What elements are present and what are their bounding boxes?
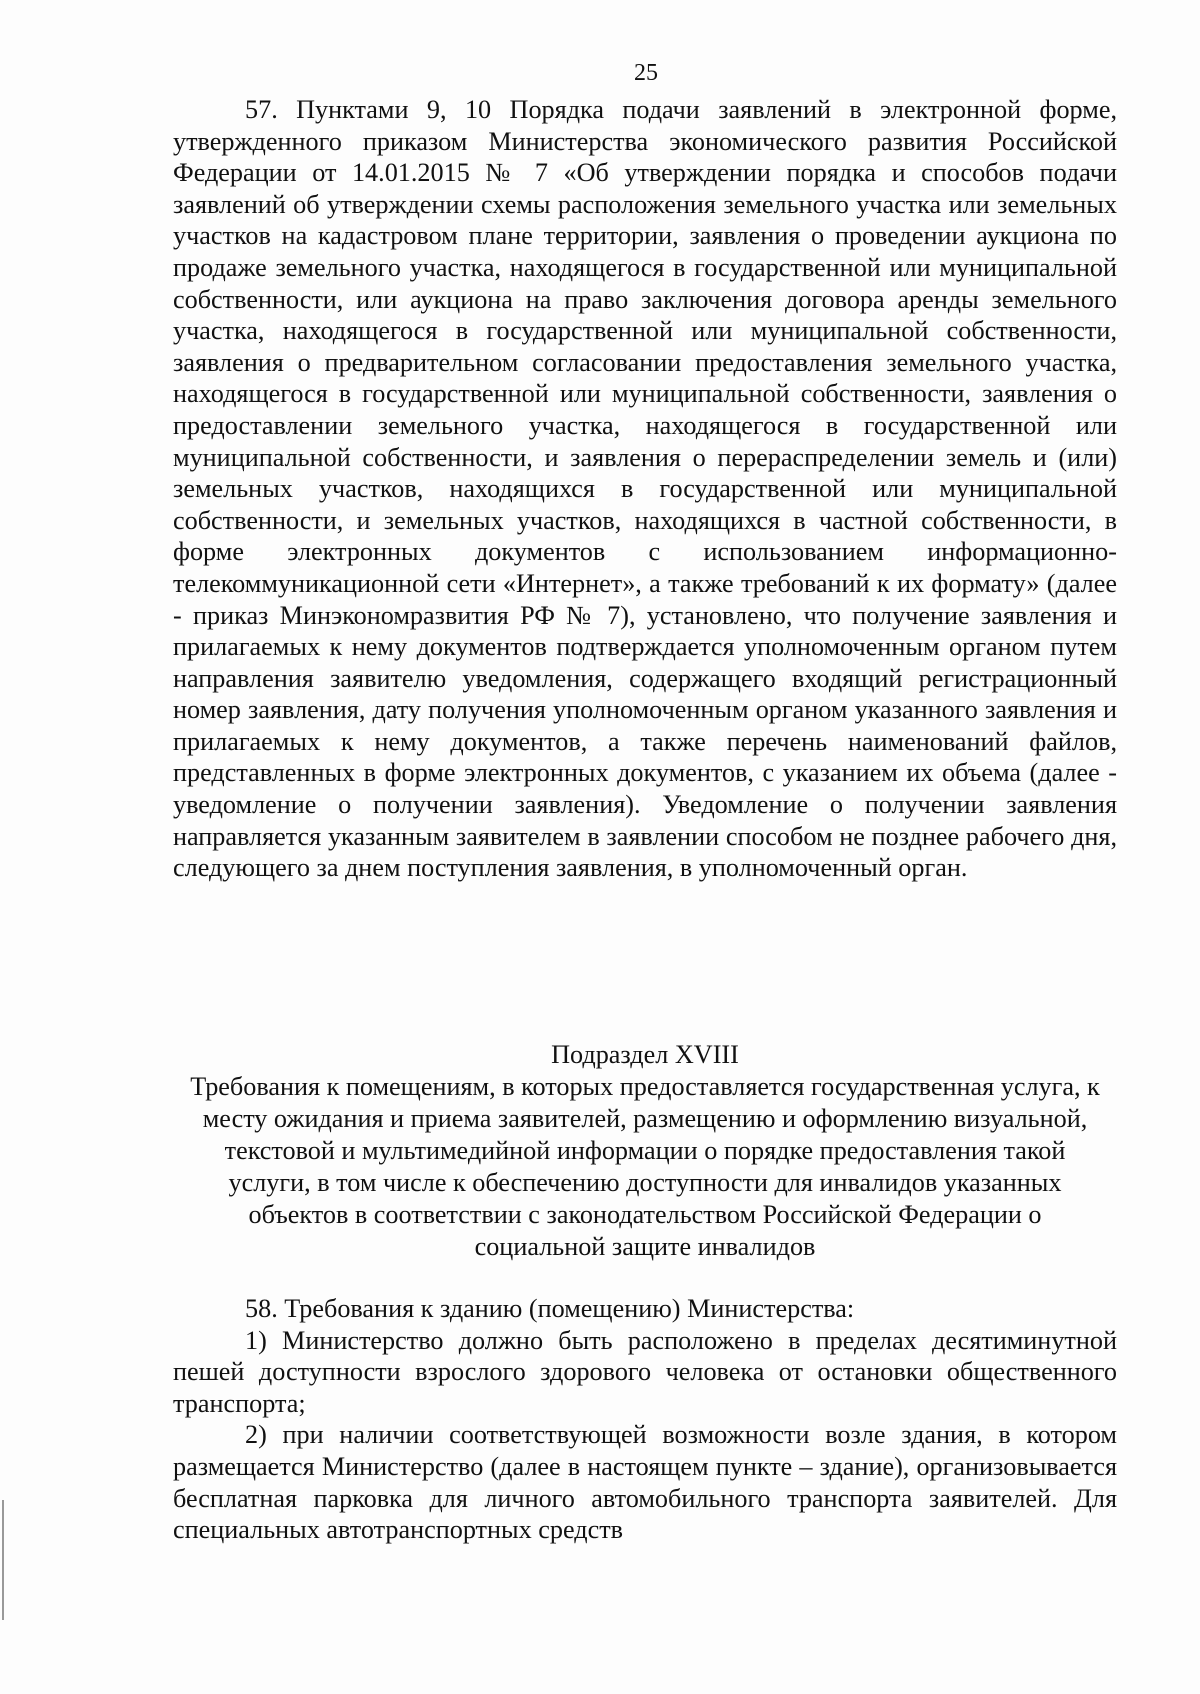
paragraph-58: 58. Требования к зданию (помещению) Министерства: (245, 1294, 855, 1323)
subsection-title: Подраздел XVIII (551, 1040, 739, 1069)
page-number: 25 (634, 60, 658, 86)
item-1: 1) Министерство должно быть расположено в пределах десятиминутной пешей доступности взрослого здорового человека от остановки общественного транспорта; (173, 1325, 1117, 1418)
subsection-heading: Требования к помещениям, в которых предоставляется государственная услуга, к месту ожидания и приема заявителей, размещению и оформлению визуальной, текстовой и мультимедийной информации о порядке предоставления такой услуги, в том числе к обеспечению доступности для инвалидов указанных объектов в соответствии с законодательством Российской Федерации о социальной защите инвалидов (190, 1072, 1100, 1261)
item-2: 2) при наличии соответствующей возможности возле здания, в котором размещается Министерство (далее в настоящем пункте – здание), организовывается бесплатная парковка для личного автомобильного транспорта заявителей. Для специальных автотранспортных средств (173, 1420, 1117, 1545)
scan-edge-artifact (2, 1500, 4, 1620)
paragraph-57: 57. Пунктами 9, 10 Порядка подачи заявлений в электронной форме, утвержденного приказом Министерства экономического развития Российской Федерации от 14.01.2015 № 7 «Об утверждении порядка и способов подачи заявлений об утверждении схемы расположения земельного участка или земельных участков на кадастровом плане территории, заявления о проведении аукциона по продаже земельного участка, находящегося в государственной или муниципальной собственности, или аукциона на право заключения договора аренды земельного участка, находящегося в государственной или муниципальной собственности, заявления о предварительном согласовании предоставления земельного участка, находящегося в государственной или муниципальной собственности, заявления о предоставлении земельного участка, находящегося в государственной или муниципальной собственности, и заявления о перераспределении земель и (или) земельных участков, находящихся в государственной или муниципальной собственности, и земельных участков, находящихся в частной собственности, в форме электронных документов с использованием информационно-телекоммуникационной сети «Интернет», а также требований к их формату» (далее - приказ Минэкономразвития РФ № 7), установлено, что получение заявления и прилагаемых к нему документов подтверждается уполномоченным органом путем направления заявителю уведомления, содержащего входящий регистрационный номер заявления, дату получения уполномоченным органом указанного заявления и прилагаемых к нему документов, а также перечень наименований файлов, представленных в форме электронных документов, с указанием их объема (далее - уведомление о получении заявления). Уведомление о получении заявления направляется указанным заявителем в заявлении способом не позднее рабочего дня, следующего за днем поступления заявления, в уполномоченный орган. (173, 95, 1117, 883)
subsection-heading-block (173, 1039, 1117, 1263)
paragraph-57-block (173, 94, 1117, 884)
paragraph-58-block (173, 1293, 1117, 1546)
